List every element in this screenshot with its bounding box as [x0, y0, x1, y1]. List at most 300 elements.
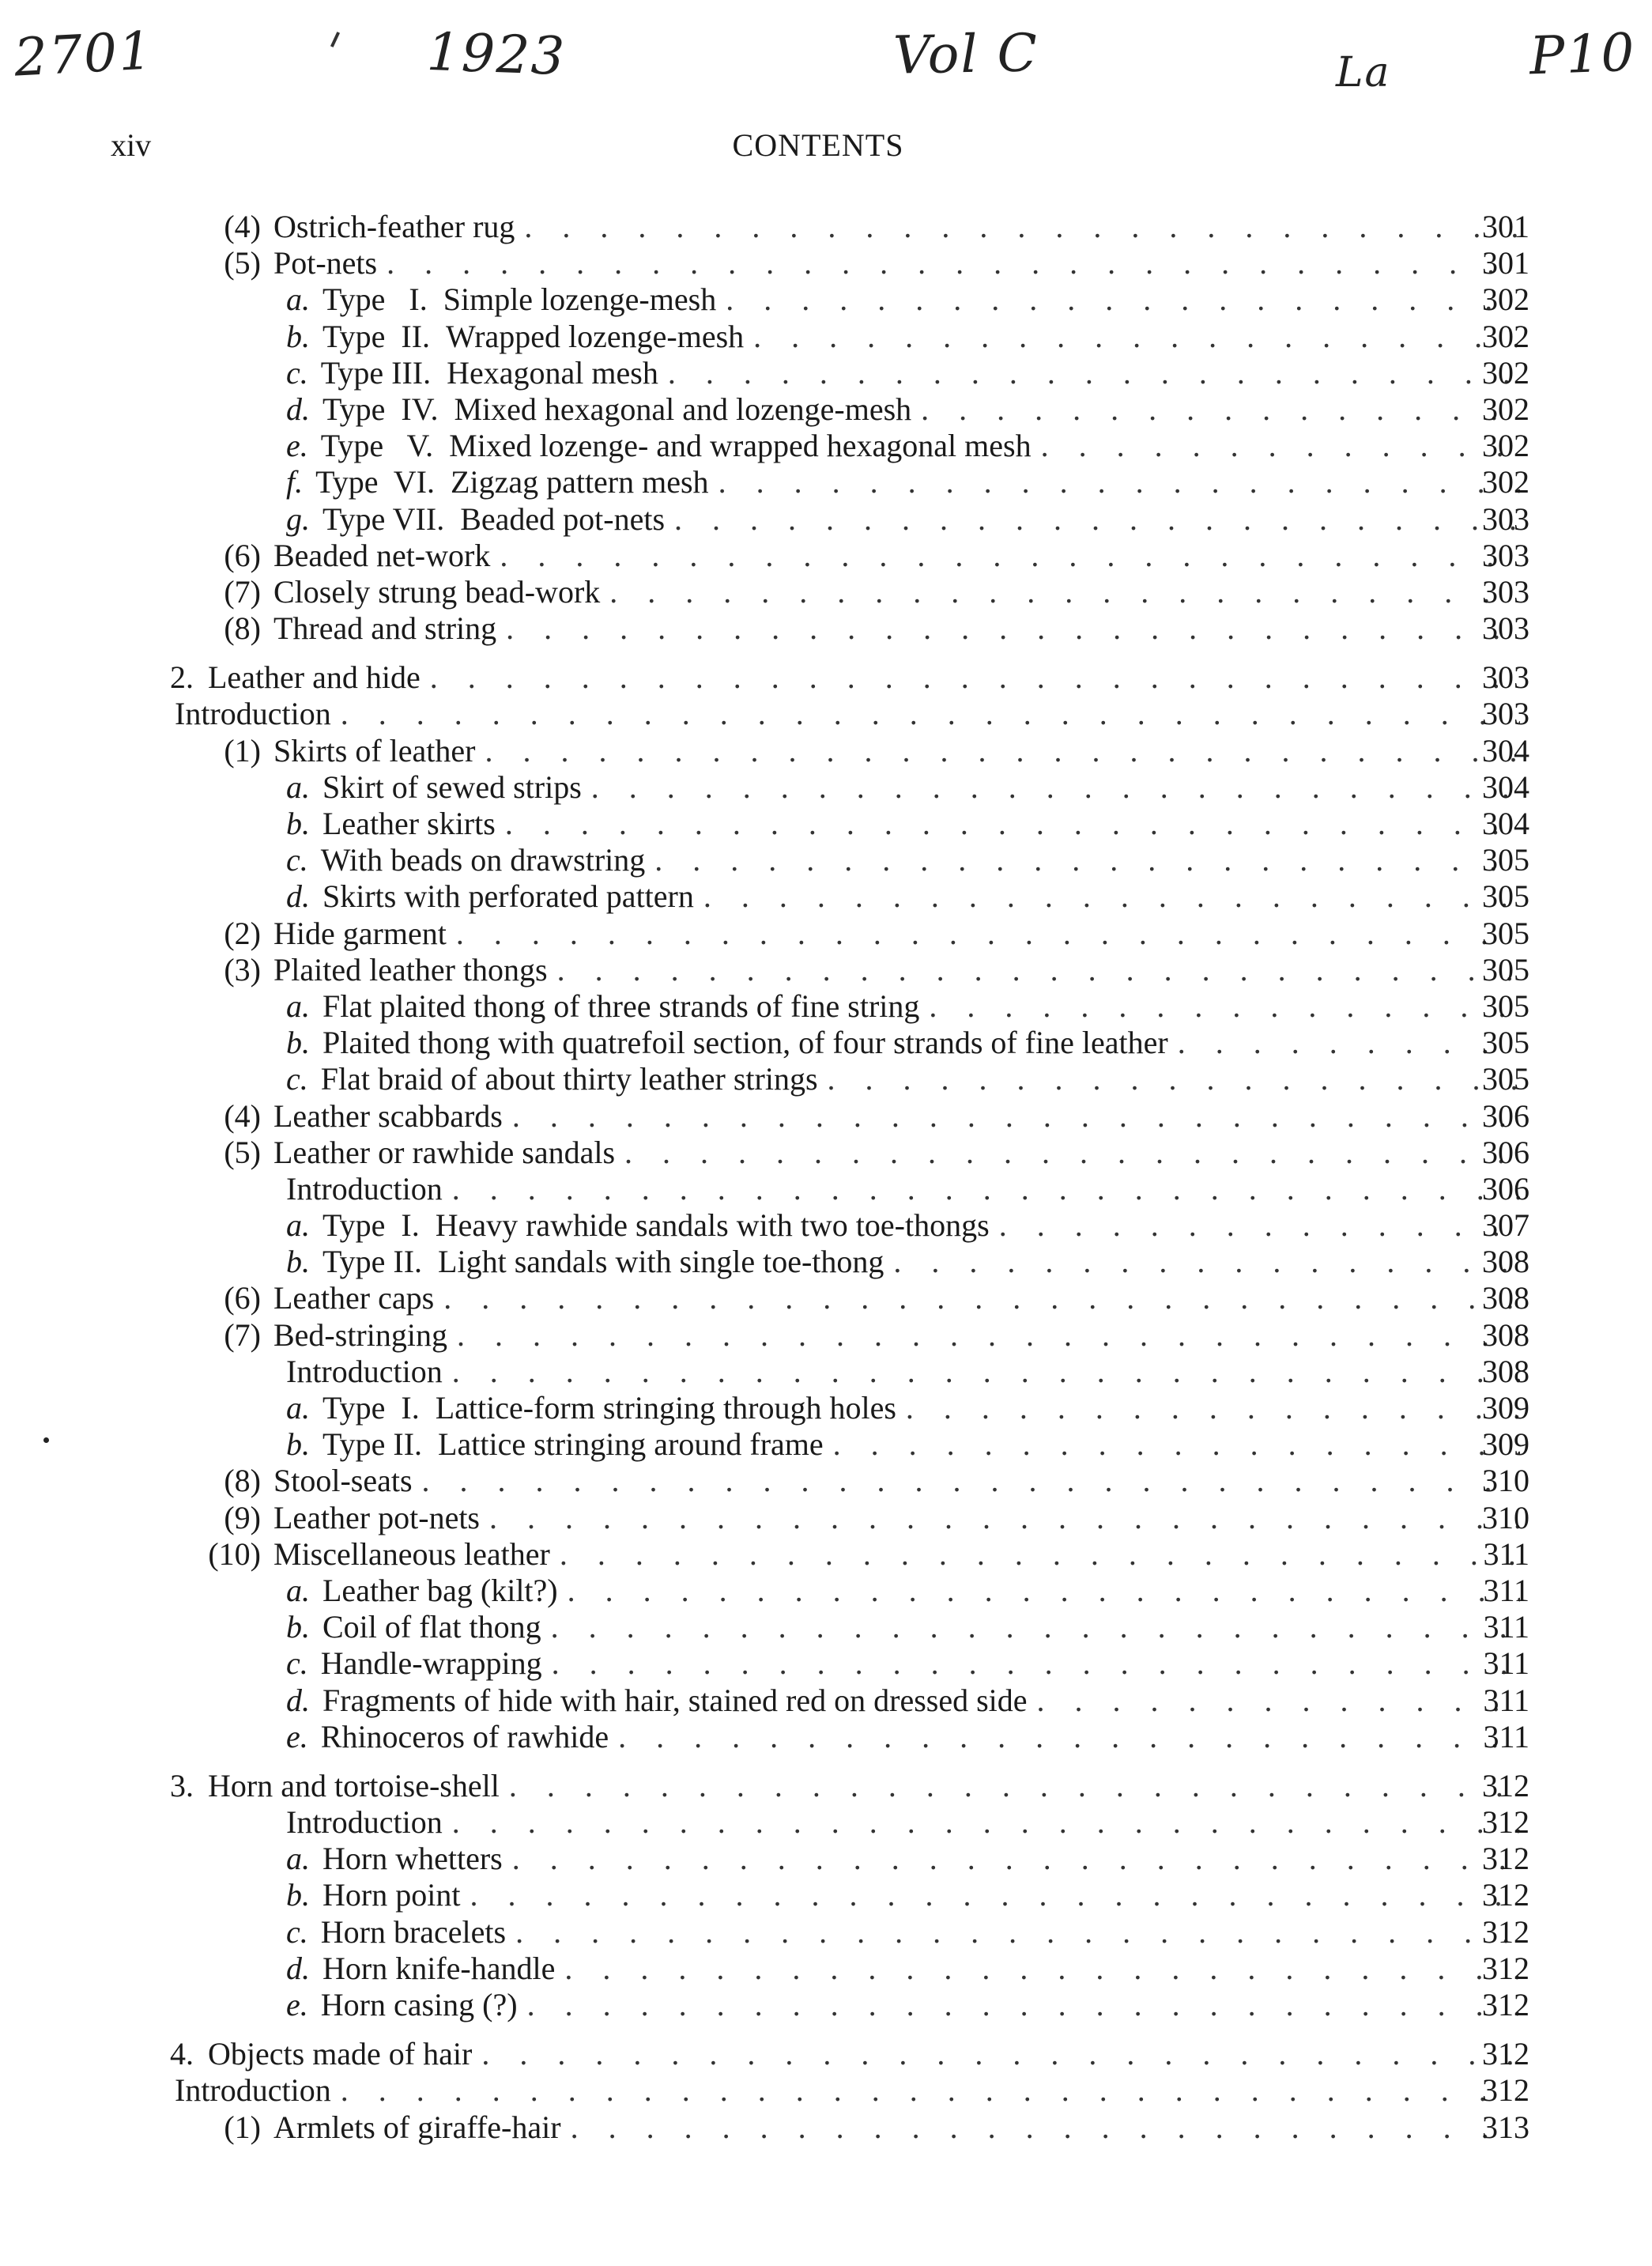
dot-leader	[645, 841, 1520, 878]
entry-page-number: 302	[1482, 281, 1529, 318]
entry-title: Handle-wrapping	[320, 1645, 542, 1682]
entry-letter: b.	[286, 1244, 310, 1280]
entry-title: Coil of flat thong	[322, 1609, 541, 1645]
toc-entry	[170, 659, 1529, 695]
entry-title: Hexagonal mesh	[447, 354, 658, 391]
dot-leader	[443, 1803, 1520, 1841]
entry-letter: a.	[286, 1207, 310, 1244]
entry-title: Skirt of sewed strips	[322, 769, 582, 805]
toc-row	[0, 732, 1529, 769]
toc-row	[0, 769, 1529, 805]
entry-page-number: 306	[1482, 1170, 1529, 1207]
dot-leader	[896, 1389, 1520, 1426]
toc-row	[0, 1316, 1529, 1353]
toc-entry	[170, 1767, 1529, 1803]
dot-leader	[665, 500, 1520, 538]
entry-title: Light sandals with single toe-thong	[438, 1244, 884, 1280]
dot-leader	[548, 951, 1520, 988]
entry-title: Stool-seats	[273, 1463, 413, 1499]
toc-row	[0, 1462, 1529, 1498]
entry-page-number: 305	[1482, 951, 1529, 988]
dot-leader	[480, 1499, 1520, 1536]
entry-title: Skirts of leather	[273, 732, 476, 769]
toc-row	[0, 2035, 1529, 2072]
dot-leader	[542, 1645, 1520, 1682]
toc-row	[0, 659, 1529, 695]
entry-number: (4)	[224, 209, 261, 244]
toc-row	[0, 1608, 1529, 1645]
toc-entry	[286, 1682, 1529, 1718]
entry-page-number: 303	[1482, 573, 1529, 610]
entry-title: Ostrich-feather rug	[273, 209, 515, 244]
entry-page-number: 301	[1482, 209, 1529, 244]
entry-page-number: 312	[1482, 1767, 1529, 1803]
entry-letter: a.	[286, 769, 310, 805]
section-number: 3.	[170, 1767, 194, 1803]
toc-row	[0, 1170, 1529, 1207]
entry-number: (9)	[224, 1499, 261, 1535]
entry-page-number: 305	[1482, 1025, 1529, 1061]
toc-entry	[175, 695, 1529, 731]
entry-type: Type V.	[320, 428, 434, 464]
toc-entry	[158, 1499, 1529, 1535]
toc-entry	[286, 1840, 1529, 1876]
toc-entry	[286, 1718, 1529, 1754]
toc-entry	[286, 878, 1529, 914]
toc-row	[0, 1499, 1529, 1535]
entry-page-number: 303	[1482, 537, 1529, 573]
toc-row	[0, 2072, 1529, 2108]
toc-row	[0, 1389, 1529, 1426]
dot-leader	[658, 354, 1520, 391]
dot-leader	[377, 244, 1520, 281]
dot-leader	[990, 1207, 1520, 1244]
entry-title: With beads on drawstring	[320, 842, 646, 878]
handwritten-note-page: P10	[1528, 21, 1637, 87]
entry-page-number: 312	[1482, 2072, 1529, 2109]
toc-entry	[158, 1535, 1529, 1572]
toc-entry	[158, 244, 1529, 281]
entry-letter: b.	[286, 1025, 310, 1061]
entry-page-number: 302	[1482, 354, 1529, 391]
entry-title: Horn point	[322, 1877, 461, 1913]
toc-row	[0, 1645, 1529, 1681]
toc-entry	[286, 1170, 1529, 1207]
dot-leader	[600, 573, 1520, 610]
entry-title: Heavy rawhide sandals with two toe-thongs	[435, 1207, 990, 1244]
entry-page-number: 305	[1482, 842, 1529, 878]
entry-title: Mixed hexagonal and lozenge-mesh	[454, 391, 912, 427]
toc-entry	[158, 1134, 1529, 1170]
toc-entry	[286, 805, 1529, 841]
toc-entry	[286, 769, 1529, 805]
entry-page-number: 308	[1482, 1280, 1529, 1316]
entry-number: (4)	[224, 1097, 261, 1134]
entry-number: (7)	[224, 1316, 261, 1353]
entry-title: Beaded net-work	[273, 537, 491, 573]
toc-row	[0, 1913, 1529, 1950]
entry-page-number: 309	[1482, 1426, 1529, 1463]
toc-entry	[158, 537, 1529, 573]
toc-entry	[286, 1060, 1529, 1097]
entry-page-number: 306	[1482, 1134, 1529, 1170]
toc-row	[0, 318, 1529, 354]
entry-type: Type III.	[320, 354, 432, 391]
dot-leader	[496, 805, 1520, 842]
toc-entry	[158, 208, 1529, 244]
dot-leader	[447, 915, 1520, 952]
toc-entry	[158, 951, 1529, 988]
entry-number: (10)	[208, 1535, 261, 1572]
toc-entry	[158, 915, 1529, 951]
entry-number: (5)	[224, 245, 261, 281]
toc-entry	[286, 1876, 1529, 1913]
dot-leader	[503, 1097, 1520, 1135]
toc-row	[0, 1535, 1529, 1572]
entry-page-number: 310	[1482, 1499, 1529, 1535]
toc-row	[0, 1718, 1529, 1754]
dot-leader	[818, 1060, 1520, 1097]
entry-type: Type VII.	[322, 500, 445, 537]
entry-letter: d.	[286, 1950, 310, 1986]
toc-entry	[286, 1803, 1529, 1840]
entry-page-number: 303	[1482, 696, 1529, 732]
entry-title: Leather or rawhide sandals	[273, 1134, 616, 1170]
entry-page-number: 312	[1482, 1841, 1529, 1877]
entry-title: Armlets of giraffe-hair	[273, 2109, 561, 2145]
entry-page-number: 305	[1482, 1061, 1529, 1097]
entry-page-number: 305	[1482, 915, 1529, 951]
dot-leader	[503, 1840, 1520, 1877]
toc-entry	[158, 2109, 1529, 2145]
entry-letter: b.	[286, 806, 310, 841]
toc-entry	[286, 427, 1529, 463]
entry-title: Horn whetters	[322, 1841, 503, 1877]
toc-entry	[286, 1608, 1529, 1645]
toc-entry	[286, 1645, 1529, 1681]
toc-row	[0, 573, 1529, 610]
entry-type: Type VI.	[315, 464, 436, 500]
entry-number: (7)	[224, 573, 261, 610]
entry-letter: b.	[286, 1877, 310, 1913]
entry-letter: b.	[286, 1426, 310, 1463]
entry-letter: g.	[286, 500, 310, 537]
toc-entry	[175, 2072, 1529, 2108]
toc-row	[0, 1097, 1529, 1134]
dot-leader	[582, 769, 1520, 806]
entry-page-number: 312	[1482, 1950, 1529, 1986]
handwritten-note-accession: 2701	[13, 20, 155, 89]
toc-row	[0, 915, 1529, 951]
dot-leader	[506, 1913, 1520, 1951]
toc-entry	[158, 732, 1529, 769]
toc-entry	[286, 1572, 1529, 1608]
toc-entry	[170, 2035, 1529, 2072]
handwritten-note-year: 1923	[425, 21, 568, 88]
toc-entry	[286, 318, 1529, 354]
toc-row	[0, 537, 1529, 573]
toc-row	[0, 391, 1529, 427]
toc-entry	[286, 1243, 1529, 1279]
toc-row	[0, 1024, 1529, 1060]
entry-letter: c.	[286, 354, 308, 391]
dot-leader	[443, 1170, 1520, 1207]
entry-type: Type I.	[322, 281, 428, 318]
toc-row	[0, 1060, 1529, 1097]
entry-letter: d.	[286, 391, 310, 427]
dot-leader	[744, 318, 1520, 355]
dot-leader	[884, 1243, 1520, 1280]
entry-letter: a.	[286, 988, 310, 1024]
entry-title: Flat braid of about thirty leather strings	[320, 1061, 818, 1097]
entry-page-number: 311	[1483, 1682, 1529, 1718]
toc-row	[0, 988, 1529, 1024]
toc-entry	[286, 1426, 1529, 1462]
toc-entry	[286, 500, 1529, 537]
toc-row	[0, 1426, 1529, 1462]
entry-title: Lattice stringing around frame	[438, 1426, 824, 1463]
entry-letter: d.	[286, 1682, 310, 1718]
entry-title: Bed-stringing	[273, 1316, 447, 1353]
dot-leader	[476, 732, 1521, 769]
entry-number: (3)	[224, 951, 261, 988]
entry-title: Wrapped lozenge-mesh	[446, 318, 745, 354]
entry-number: (2)	[224, 915, 261, 951]
handwritten-note-volume: Vol C	[892, 22, 1039, 86]
toc-entry	[158, 610, 1529, 646]
page-title: CONTENTS	[732, 127, 904, 163]
entry-title: Leather caps	[273, 1280, 435, 1316]
entry-page-number: 311	[1483, 1609, 1529, 1645]
entry-page-number: 302	[1482, 428, 1529, 464]
dot-leader	[824, 1426, 1520, 1463]
entry-page-number: 302	[1482, 391, 1529, 427]
entry-title: Thread and string	[273, 610, 497, 647]
dot-leader	[331, 695, 1520, 732]
toc-entry	[286, 1913, 1529, 1950]
dot-leader	[709, 463, 1520, 500]
entry-page-number: 312	[1482, 1804, 1529, 1841]
entry-title: Leather scabbards	[273, 1097, 503, 1134]
entry-page-number: 303	[1482, 610, 1529, 647]
entry-letter: c.	[286, 1645, 308, 1682]
toc-entry	[286, 841, 1529, 878]
entry-page-number: 313	[1482, 2109, 1529, 2145]
entry-title: Mixed lozenge- and wrapped hexagonal mesh	[449, 428, 1032, 464]
toc-row	[0, 1243, 1529, 1279]
entry-page-number: 308	[1482, 1316, 1529, 1353]
dot-leader	[550, 1535, 1520, 1573]
dot-leader	[541, 1608, 1520, 1645]
dot-leader	[421, 659, 1520, 696]
entry-page-number: 311	[1483, 1572, 1529, 1608]
toc-row	[0, 610, 1529, 646]
entry-page-number: 305	[1482, 878, 1529, 915]
entry-page-number: 308	[1482, 1244, 1529, 1280]
entry-type: Type IV.	[322, 391, 439, 427]
dot-leader	[1028, 1682, 1520, 1719]
toc-row	[0, 1767, 1529, 1803]
dot-leader	[447, 1316, 1520, 1354]
dot-leader	[331, 2072, 1520, 2109]
toc-row	[0, 1682, 1529, 1718]
toc-row	[0, 1803, 1529, 1840]
entry-page-number: 309	[1482, 1390, 1529, 1426]
entry-number: (1)	[224, 2109, 261, 2145]
entry-type: Type II.	[322, 1244, 423, 1280]
entry-letter: b.	[286, 1609, 310, 1645]
entry-title: Plaited thong with quatrefoil section, of four strands of fine leather	[322, 1025, 1168, 1061]
entry-page-number: 303	[1482, 659, 1529, 696]
entry-letter: e.	[286, 1718, 308, 1754]
section-number: 4.	[170, 2036, 194, 2072]
entry-page-number: 302	[1482, 464, 1529, 500]
entry-title: Horn casing (?)	[320, 1987, 518, 2022]
entry-type: Type II.	[322, 1426, 423, 1463]
entry-page-number: 312	[1482, 1913, 1529, 1950]
table-of-contents	[0, 208, 1529, 2145]
entry-title: Introduction	[286, 1804, 443, 1841]
toc-entry	[158, 573, 1529, 610]
toc-row	[0, 208, 1529, 244]
entry-number: (6)	[224, 1280, 261, 1316]
dot-leader	[694, 878, 1520, 915]
toc-row	[0, 1876, 1529, 1913]
toc-row	[0, 1572, 1529, 1608]
entry-number: (8)	[224, 610, 261, 647]
entry-page-number: 305	[1482, 988, 1529, 1024]
entry-page-number: 301	[1482, 245, 1529, 281]
entry-type: Type I.	[322, 1390, 420, 1426]
entry-title: Leather pot-nets	[273, 1499, 480, 1535]
toc-entry	[286, 1024, 1529, 1060]
entry-title: Objects made of hair	[208, 2036, 473, 2072]
toc-row	[0, 354, 1529, 391]
entry-letter: a.	[286, 281, 310, 318]
handwritten-tick-mark	[330, 32, 340, 47]
entry-title: Hide garment	[273, 915, 447, 951]
toc-entry	[286, 1950, 1529, 1986]
page-number: xiv	[111, 127, 152, 163]
entry-page-number: 303	[1482, 500, 1529, 537]
entry-page-number: 312	[1482, 2036, 1529, 2072]
entry-letter: a.	[286, 1841, 310, 1877]
toc-row	[0, 463, 1529, 500]
entry-letter: b.	[286, 318, 310, 354]
toc-row	[0, 1950, 1529, 1986]
dot-leader	[615, 1134, 1520, 1171]
entry-title: Introduction	[175, 696, 331, 732]
entry-title: Closely strung bead-work	[273, 573, 601, 610]
toc-row	[0, 1279, 1529, 1316]
entry-letter: c.	[286, 842, 308, 878]
entry-letter: a.	[286, 1572, 310, 1608]
entry-page-number: 310	[1482, 1463, 1529, 1499]
toc-entry	[286, 281, 1529, 317]
toc-row	[0, 878, 1529, 914]
entry-page-number: 311	[1483, 1535, 1529, 1572]
toc-row	[0, 695, 1529, 731]
entry-page-number: 312	[1482, 1877, 1529, 1913]
entry-page-number: 311	[1483, 1645, 1529, 1682]
dot-leader	[609, 1718, 1520, 1755]
toc-row	[0, 1840, 1529, 1876]
toc-entry	[158, 1279, 1529, 1316]
entry-page-number: 304	[1482, 769, 1529, 805]
dot-leader	[496, 610, 1520, 647]
entry-title: Leather skirts	[322, 806, 496, 841]
dot-leader	[561, 2109, 1520, 2146]
entry-title: Leather and hide	[208, 659, 421, 696]
toc-entry	[158, 1316, 1529, 1353]
entry-title: Fragments of hide with hair, stained red on dressed side	[322, 1682, 1028, 1718]
dot-leader	[500, 1767, 1520, 1804]
dot-leader	[558, 1572, 1520, 1609]
entry-letter: c.	[286, 1061, 308, 1097]
dot-leader	[911, 391, 1520, 428]
dot-leader	[443, 1353, 1520, 1390]
toc-entry	[286, 988, 1529, 1024]
dot-leader	[413, 1462, 1520, 1499]
entry-letter: a.	[286, 1390, 310, 1426]
section-number: 2.	[170, 659, 194, 696]
entry-page-number: 308	[1482, 1353, 1529, 1389]
entry-type: Type I.	[322, 1207, 420, 1244]
toc-row	[0, 841, 1529, 878]
entry-title: Horn and tortoise-shell	[208, 1767, 500, 1803]
toc-row	[0, 1353, 1529, 1389]
entry-page-number: 304	[1482, 806, 1529, 841]
entry-page-number: 304	[1482, 732, 1529, 769]
entry-title: Introduction	[175, 2072, 331, 2109]
entry-number: (8)	[224, 1463, 261, 1499]
toc-row	[0, 805, 1529, 841]
dot-leader	[555, 1950, 1520, 1987]
toc-row	[0, 244, 1529, 281]
toc-row	[0, 1134, 1529, 1170]
entry-type: Type II.	[322, 318, 431, 354]
entry-number: (5)	[224, 1134, 261, 1170]
entry-title: Miscellaneous leather	[273, 1535, 550, 1572]
entry-number: (6)	[224, 537, 261, 573]
entry-title: Rhinoceros of rawhide	[320, 1718, 609, 1754]
entry-title: Horn knife-handle	[322, 1950, 556, 1986]
toc-entry	[286, 1353, 1529, 1389]
toc-entry	[286, 1986, 1529, 2022]
entry-letter: d.	[286, 878, 310, 915]
toc-row	[0, 2109, 1529, 2145]
toc-entry	[158, 1097, 1529, 1134]
dot-leader	[518, 1986, 1520, 2023]
dot-leader	[472, 2035, 1520, 2072]
dot-leader	[1168, 1024, 1520, 1061]
entry-title: Skirts with perforated pattern	[322, 878, 694, 915]
entry-title: Introduction	[286, 1170, 443, 1207]
toc-entry	[286, 1207, 1529, 1243]
dot-leader	[716, 281, 1520, 318]
entry-letter: e.	[286, 1987, 308, 2022]
entry-title: Flat plaited thong of three strands of fine string	[322, 988, 920, 1024]
entry-page-number: 307	[1482, 1207, 1529, 1244]
running-head	[111, 127, 1526, 174]
entry-title: Pot-nets	[273, 245, 378, 281]
entry-page-number: 302	[1482, 318, 1529, 354]
toc-entry	[158, 1462, 1529, 1498]
entry-letter: f.	[286, 464, 304, 500]
handwritten-note-part: La	[1336, 49, 1391, 96]
toc-row	[0, 427, 1529, 463]
entry-title: Leather bag (kilt?)	[322, 1572, 558, 1608]
